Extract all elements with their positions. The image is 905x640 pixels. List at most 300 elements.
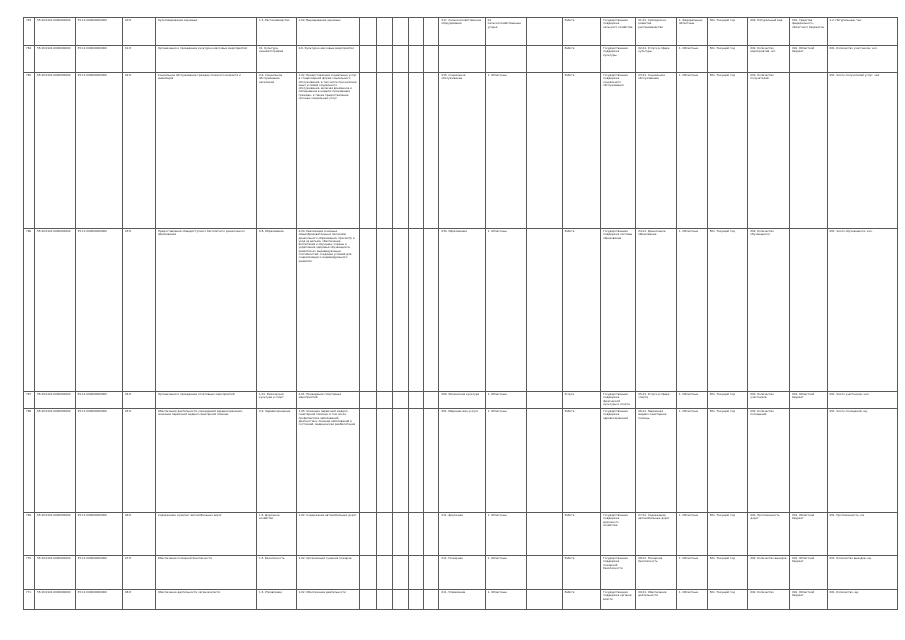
cell-text: 002. Натуральный вид	[750, 18, 783, 22]
table-cell	[376, 590, 392, 610]
table-cell	[393, 556, 408, 590]
table-cell	[393, 409, 408, 513]
table-cell	[827, 18, 898, 46]
table-cell	[636, 513, 677, 556]
table-cell	[707, 229, 748, 392]
cell-text: 0.01. Проведение спортивных мероприятий	[298, 392, 342, 400]
cell-text: 764	[26, 46, 32, 50]
table-cell	[485, 556, 527, 590]
cell-text: 55:11:000000000000	[77, 392, 107, 396]
table-cell	[636, 392, 677, 409]
table-cell	[439, 556, 485, 590]
cell-text: 0.6. Социальное обслуживание населения	[259, 73, 283, 84]
table-cell	[827, 392, 898, 409]
cell-text: 55:11:000000000000	[77, 229, 107, 233]
table-cell	[24, 409, 35, 513]
cell-text: Обеспечение пожарной безопасности	[157, 556, 213, 560]
cell-text: 1. Областные	[487, 409, 507, 413]
table-cell	[376, 556, 392, 590]
cell-text: 02-01. Услуги в сфере культуры	[638, 46, 670, 54]
table-cell	[636, 18, 677, 46]
cell-text: 1.05. Оказание первичной медико-санитарной помощи, в том числе профилактика заболеваний, диагностика, лечение заболеваний и состояний, медицинская реабилитация	[298, 409, 356, 427]
cell-text: 001. Областной бюджет	[792, 590, 815, 598]
cell-text: 1.01. Физическая культура и спорт	[259, 392, 284, 400]
table-cell	[527, 409, 562, 513]
table-cell	[790, 409, 827, 513]
cell-text: 55:49:0101:0000000000	[36, 556, 71, 560]
cell-text: 44:8	[124, 392, 131, 396]
cell-text: Работа	[564, 409, 575, 413]
cell-text: 1. Областные	[678, 73, 699, 77]
table-cell	[122, 18, 155, 46]
cell-text: 002. Количество посещений	[750, 409, 774, 417]
table-cell	[24, 513, 35, 556]
table-cell	[393, 229, 408, 392]
table-cell	[75, 229, 122, 392]
cell-text: Предоставление общедоступного бесплатного дошкольного образования	[157, 229, 245, 237]
cell-text: 55:11:000000000000	[77, 409, 107, 413]
cell-text: 009. Физическая культура	[441, 392, 480, 396]
cell-text: 55:49:0101:0000000000	[36, 18, 71, 22]
cell-text: 47:8	[124, 556, 131, 560]
table-cell	[790, 46, 827, 73]
table-cell	[257, 409, 297, 513]
table-cell	[122, 409, 155, 513]
table-cell	[601, 73, 636, 229]
cell-text: 1. Областные	[487, 73, 507, 77]
table-cell	[376, 392, 392, 409]
table-cell	[707, 556, 748, 590]
table-cell	[257, 46, 297, 73]
cell-text: 0.8. Образование	[259, 229, 284, 233]
table-cell	[24, 229, 35, 392]
cell-text: Государственная поддержка сельского хозяйства	[603, 18, 633, 29]
table-cell	[122, 513, 155, 556]
table-cell	[439, 590, 485, 610]
cell-text: 08-01. Пожарная безопасность	[638, 556, 663, 564]
table-cell	[748, 590, 790, 610]
cell-text: Содержание и ремонт автомобильных дорог	[157, 513, 222, 517]
cell-text: 1. Областные	[678, 409, 699, 413]
table-cell	[24, 556, 35, 590]
table-cell	[601, 590, 636, 610]
table-cell	[676, 513, 707, 556]
cell-text: 1. Федеральные, областные	[678, 18, 703, 26]
table-cell	[376, 513, 392, 556]
table-cell	[424, 590, 439, 610]
cell-text: 501. Текущий год	[709, 73, 735, 77]
table-cell	[34, 513, 75, 556]
cell-text: 766	[26, 229, 32, 233]
table-cell	[485, 590, 527, 610]
table-row	[24, 18, 898, 46]
cell-text: 55:49:0101:0000000000	[36, 409, 71, 413]
cell-text: 46:8	[124, 513, 131, 517]
table-cell	[155, 46, 256, 73]
table-cell	[257, 73, 297, 229]
table-cell	[790, 229, 827, 392]
cell-text: 501. Текущий год	[709, 18, 735, 22]
table-cell	[676, 18, 707, 46]
table-cell	[360, 590, 376, 610]
table-cell	[424, 392, 439, 409]
cell-text: 002. Количество мероприятий, шт.	[750, 46, 776, 54]
table-cell	[75, 46, 122, 73]
cell-text: 55:49:0101:0000000000	[36, 513, 71, 517]
table-row	[24, 73, 898, 229]
cell-text: 017. Сельскохозяйственное оборудование	[441, 18, 482, 26]
table-cell	[562, 18, 600, 46]
table-cell	[676, 229, 707, 392]
cell-text: 04-01. Дошкольное образование	[638, 229, 666, 237]
cell-text: 05-01. Услуги в сфере спорта	[638, 392, 670, 400]
cell-text: 45:8	[124, 409, 131, 413]
cell-text: 55:49:0101:0000000000	[36, 392, 71, 396]
cell-text: 002. Количество обучающихся	[750, 229, 774, 237]
table-cell	[296, 73, 360, 229]
cell-text: Организация и проведение культурно-массовых мероприятий	[157, 46, 247, 50]
table-cell	[790, 73, 827, 229]
cell-text: 001. Число получателей услуг, чел.	[829, 73, 881, 77]
cell-text: 1. Областные	[678, 590, 699, 594]
table-cell	[122, 590, 155, 610]
table-cell	[257, 513, 297, 556]
cell-text: 55:49:0101:0000000000	[36, 229, 71, 233]
table-cell	[562, 229, 600, 392]
table-cell	[155, 513, 256, 556]
cell-text: Работа	[564, 73, 575, 77]
cell-text: 1. Областные	[678, 556, 699, 560]
table-cell	[296, 229, 360, 392]
table-cell	[408, 556, 423, 590]
cell-text: 002. Количество выездов	[750, 556, 787, 560]
cell-text: 1.5. Управление	[259, 590, 282, 594]
table-cell	[748, 392, 790, 409]
table-cell	[360, 556, 376, 590]
cell-text: 1. Областные	[487, 556, 507, 560]
table-cell	[527, 73, 562, 229]
table-cell	[827, 556, 898, 590]
table-cell	[296, 590, 360, 610]
table-cell	[360, 392, 376, 409]
table-cell	[439, 46, 485, 73]
table-cell	[424, 18, 439, 46]
table-cell	[393, 513, 408, 556]
cell-text: 011. Управление	[441, 590, 466, 594]
table-cell	[439, 73, 485, 229]
cell-text: 1.02. Организация тушения пожаров	[298, 556, 352, 560]
table-cell	[24, 73, 35, 229]
cell-text: 501. Текущий год	[709, 590, 735, 594]
table-cell	[408, 73, 423, 229]
table-cell	[257, 392, 297, 409]
table-cell	[676, 73, 707, 229]
cell-text: 55:11:000000000000	[77, 18, 107, 22]
cell-text: 1. Областные	[487, 513, 507, 517]
table-cell	[122, 46, 155, 73]
table-cell	[636, 409, 677, 513]
cell-text: 55:49:0101:0000000000	[36, 46, 71, 50]
table-cell	[601, 556, 636, 590]
table-cell	[707, 46, 748, 73]
table-cell	[75, 513, 122, 556]
table-cell	[562, 409, 600, 513]
table-cell	[424, 229, 439, 392]
cell-text: 48:8	[124, 590, 131, 594]
table-cell	[257, 590, 297, 610]
table-cell	[296, 46, 360, 73]
table-cell	[155, 556, 256, 590]
cell-text: Социальное обслуживание граждан пожилого возраста и инвалидов	[157, 73, 241, 81]
table-cell	[562, 556, 600, 590]
table-row	[24, 556, 898, 590]
cell-text: 55:11:000000000000	[77, 513, 107, 517]
cell-text: 763	[26, 18, 32, 22]
cell-text: 1.5. Безопасность	[259, 556, 285, 560]
cell-text: Государственная поддержка культуры	[603, 46, 628, 57]
table-cell	[748, 73, 790, 229]
table-cell	[376, 73, 392, 229]
registry-table	[23, 17, 898, 610]
cell-text: 1. Областные	[487, 590, 507, 594]
cell-text: Культивирование зерновых	[157, 18, 198, 22]
table-cell	[75, 409, 122, 513]
table-cell	[790, 392, 827, 409]
cell-text: 011. Пожарная	[441, 556, 463, 560]
cell-text: 01. Культура, кинематография	[259, 46, 284, 54]
cell-text: 501. Текущий год	[709, 46, 735, 50]
table-cell	[676, 46, 707, 73]
cell-text: 1.2. Натуральные, тыс.	[829, 18, 863, 22]
table-cell	[24, 392, 35, 409]
table-cell	[376, 18, 392, 46]
table-cell	[485, 392, 527, 409]
cell-text: 001. Областной бюджет	[792, 392, 815, 400]
table-cell	[748, 513, 790, 556]
table-cell	[408, 46, 423, 73]
table-cell	[707, 73, 748, 229]
table-cell	[408, 409, 423, 513]
cell-text: 015. Социальное обслуживание	[441, 73, 466, 81]
cell-text: 001. Число посещений, ед.	[829, 409, 868, 413]
table-cell	[360, 73, 376, 229]
table-cell	[707, 590, 748, 610]
table-cell	[707, 392, 748, 409]
table-cell	[360, 46, 376, 73]
table-cell	[34, 73, 75, 229]
cell-text: 55:11:000000000000	[77, 46, 107, 50]
cell-text: Работа	[564, 556, 575, 560]
table-cell	[790, 18, 827, 46]
cell-text: 002. Количество	[750, 590, 774, 594]
table-cell	[376, 229, 392, 392]
cell-text: Работа	[564, 46, 575, 50]
table-cell	[748, 229, 790, 392]
table-cell	[424, 73, 439, 229]
cell-text: 001. Число участников, чел.	[829, 392, 870, 396]
table-cell	[34, 556, 75, 590]
table-cell	[75, 590, 122, 610]
table-cell	[485, 73, 527, 229]
cell-text: 001. Областной бюджет	[792, 46, 815, 54]
table-cell	[748, 18, 790, 46]
table-cell	[34, 590, 75, 610]
table-cell	[827, 229, 898, 392]
cell-text: 1. Областные	[487, 392, 507, 396]
cell-text: 1.5. Растениеводство	[259, 18, 290, 22]
table-cell	[122, 229, 155, 392]
table-cell	[527, 229, 562, 392]
table-cell	[34, 46, 75, 73]
table-cell	[296, 392, 360, 409]
table-cell	[676, 556, 707, 590]
cell-text: 501. Текущий год	[709, 513, 735, 517]
table-cell	[155, 229, 256, 392]
table-cell	[562, 590, 600, 610]
cell-text: Государственная поддержка органов власти	[603, 590, 632, 601]
table-cell	[122, 556, 155, 590]
cell-text: 001. Число обучающихся, чел.	[829, 229, 873, 233]
table-cell	[408, 513, 423, 556]
cell-text: Работа	[564, 590, 575, 594]
table-cell	[707, 513, 748, 556]
cell-text: Государственная поддержка здравоохранения	[603, 409, 629, 420]
cell-text: 41:8	[124, 46, 131, 50]
table-cell	[827, 409, 898, 513]
registry-table-body	[24, 18, 898, 610]
table-cell	[376, 409, 392, 513]
table-cell	[748, 409, 790, 513]
table-cell	[439, 229, 485, 392]
table-cell	[439, 18, 485, 46]
table-row	[24, 46, 898, 73]
cell-text: 769	[26, 513, 32, 517]
table-cell	[360, 513, 376, 556]
cell-text: Обеспечение деятельности органов власти	[157, 590, 221, 594]
table-cell	[296, 18, 360, 46]
table-cell	[155, 392, 256, 409]
cell-text: 1. Областные	[678, 46, 699, 50]
cell-text: 001. Количество выездов, ед.	[829, 556, 872, 560]
table-cell	[296, 409, 360, 513]
cell-text: 07-01. Содержание автомобильных дорог	[638, 513, 670, 521]
table-cell	[601, 513, 636, 556]
cell-text: 03-01. Социальное обслуживание	[638, 73, 665, 81]
cell-text: 01-01. Субсидии на развитие растениеводства	[638, 18, 666, 29]
table-cell	[360, 18, 376, 46]
cell-text: 001. Протяженность, км	[829, 513, 865, 517]
cell-text: 02. Сельскохозяйственные угодья	[487, 18, 521, 29]
table-cell	[527, 18, 562, 46]
cell-text: Работа	[564, 229, 575, 233]
cell-text: 771	[26, 590, 32, 594]
cell-text: 501. Текущий год	[709, 409, 735, 413]
table-row	[24, 392, 898, 409]
table-cell	[676, 392, 707, 409]
table-cell	[257, 18, 297, 46]
cell-text: 765	[26, 73, 32, 77]
table-cell	[155, 73, 256, 229]
cell-text: Работа	[564, 18, 575, 22]
table-cell	[376, 46, 392, 73]
table-cell	[601, 409, 636, 513]
table-cell	[707, 409, 748, 513]
cell-text: 001. Областной бюджет	[792, 513, 815, 521]
cell-text: 55:49:0101:0000000000	[36, 73, 71, 77]
table-cell	[155, 18, 256, 46]
table-cell	[34, 18, 75, 46]
table-row	[24, 513, 898, 556]
table-cell	[24, 18, 35, 46]
table-cell	[34, 392, 75, 409]
table-cell	[424, 409, 439, 513]
table-cell	[75, 73, 122, 229]
cell-text: 1. Областные	[678, 392, 699, 396]
table-cell	[155, 409, 256, 513]
cell-text: 1.02. Выращивание зерновых	[298, 18, 341, 22]
table-cell	[424, 513, 439, 556]
table-cell	[562, 46, 600, 73]
cell-text: Государственная поддержка пожарной безопасности	[603, 556, 628, 570]
table-cell	[122, 392, 155, 409]
table-row	[24, 409, 898, 513]
table-cell	[408, 392, 423, 409]
cell-text: 011. Дорожная	[441, 513, 463, 517]
table-cell	[75, 556, 122, 590]
cell-text: 1.02. Содержание автомобильных дорог	[298, 513, 357, 517]
cell-text: 501. Текущий год	[709, 229, 735, 233]
table-cell	[439, 392, 485, 409]
table-cell	[827, 513, 898, 556]
table-cell	[601, 229, 636, 392]
cell-text: 001. Медицинские услуги	[441, 409, 479, 413]
table-cell	[424, 46, 439, 73]
table-cell	[296, 556, 360, 590]
table-cell	[360, 409, 376, 513]
cell-text: 55:49:0101:0000000000	[36, 590, 71, 594]
table-cell	[257, 556, 297, 590]
table-cell	[676, 590, 707, 610]
cell-text: 001. Областной бюджет	[792, 556, 815, 564]
table-cell	[34, 409, 75, 513]
table-cell	[601, 46, 636, 73]
table-cell	[75, 392, 122, 409]
table-cell	[34, 229, 75, 392]
cell-text: Государственная поддержка физической культуры и спорта	[603, 392, 630, 406]
table-cell	[676, 409, 707, 513]
table-cell	[636, 229, 677, 392]
table-cell	[485, 46, 527, 73]
table-cell	[827, 73, 898, 229]
table-cell	[601, 18, 636, 46]
table-cell	[562, 73, 600, 229]
cell-text: Обеспечение деятельности учреждений здравоохранения, оказание первичной медико-санитарной помощи	[157, 409, 243, 417]
table-cell	[601, 392, 636, 409]
table-cell	[527, 556, 562, 590]
table-cell	[122, 73, 155, 229]
table-cell	[527, 513, 562, 556]
table-cell	[408, 229, 423, 392]
cell-text: 001. Количество, ед.	[829, 590, 859, 594]
cell-text: 55:11:000000000000	[77, 590, 107, 594]
table-cell	[527, 46, 562, 73]
table-row	[24, 590, 898, 610]
cell-text: 768	[26, 409, 32, 413]
cell-text: 1.02. Обеспечение деятельности	[298, 590, 346, 594]
table-cell	[790, 556, 827, 590]
table-cell	[485, 229, 527, 392]
table-cell	[393, 590, 408, 610]
